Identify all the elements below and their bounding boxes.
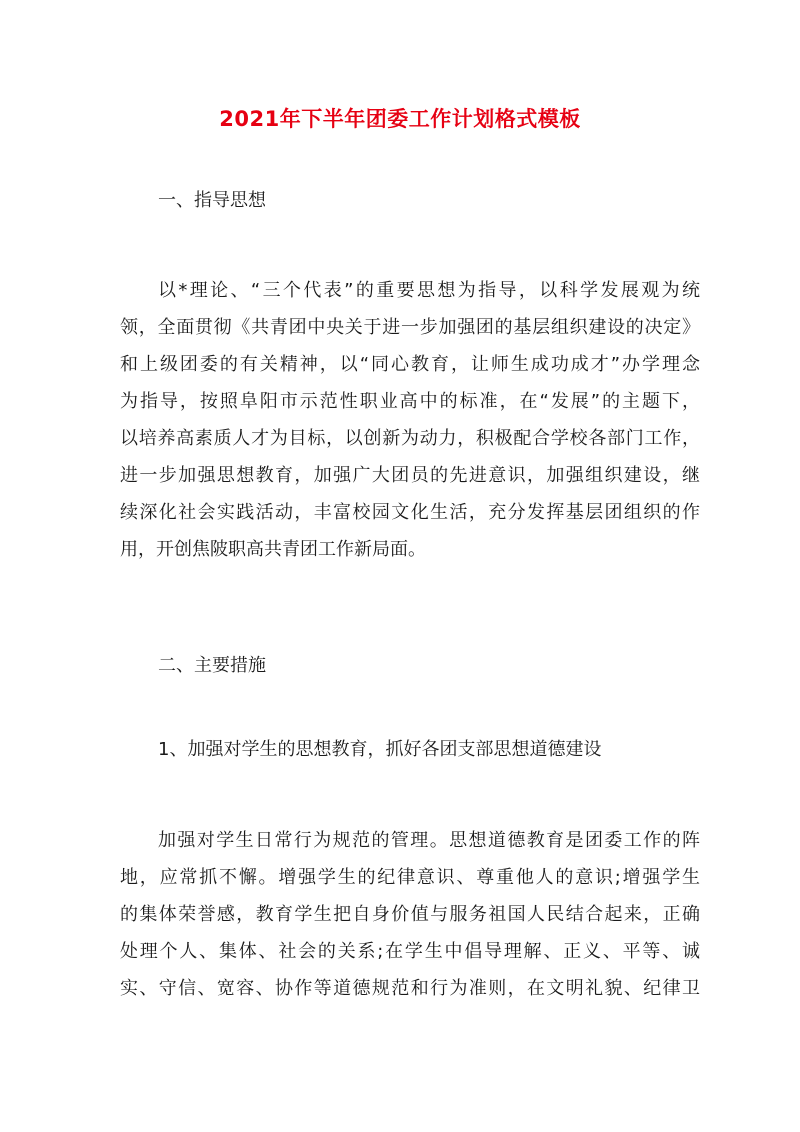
paragraph-ideological-education <box>120 822 700 1007</box>
paragraph-guiding-ideology <box>120 272 700 568</box>
paragraph-line: 用，开创焦陂职高共青团工作新局面。 <box>120 539 426 560</box>
paragraph-line: 领，全面贯彻《共青团中央关于进一步加强团的基层组织建设的决定》 <box>120 317 700 338</box>
paragraph-line: 以培养高素质人才为目标，以创新为动力，积极配合学校各部门工作， <box>120 428 700 449</box>
paragraph-line: 加强对学生日常行为规范的管理。思想道德教育是团委工作的阵 <box>158 830 700 851</box>
paragraph-line: 和上级团委的有关精神，以“同心教育，让师生成功成才”办学理念 <box>120 354 700 375</box>
paragraph-line: 地，应常抓不懈。增强学生的纪律意识、尊重他人的意识;增强学生 <box>120 867 700 888</box>
section-heading-guiding-ideology: 一、指导思想 <box>158 190 266 211</box>
subsection-heading-ideological-education: 1、加强对学生的思想教育，抓好各团支部思想道德建设 <box>158 739 602 760</box>
paragraph-line: 续深化社会实践活动，丰富校园文化生活，充分发挥基层团组织的作 <box>120 502 700 523</box>
paragraph-line: 处理个人、集体、社会的关系;在学生中倡导理解、正义、平等、诚 <box>120 941 700 962</box>
paragraph-line: 为指导，按照阜阳市示范性职业高中的标准，在“发展”的主题下， <box>120 391 700 412</box>
paragraph-line: 的集体荣誉感，教育学生把自身价值与服务祖国人民结合起来，正确 <box>120 904 700 925</box>
document-title: 2021年下半年团委工作计划格式模板 <box>219 107 581 131</box>
paragraph-line: 进一步加强思想教育，加强广大团员的先进意识，加强组织建设，继 <box>120 465 700 486</box>
paragraph-line: 以*理论、“三个代表”的重要思想为指导，以科学发展观为统 <box>158 280 700 301</box>
paragraph-line: 实、守信、宽容、协作等道德规范和行为准则，在文明礼貌、纪律卫 <box>120 978 700 999</box>
section-heading-main-measures: 二、主要措施 <box>158 655 266 676</box>
